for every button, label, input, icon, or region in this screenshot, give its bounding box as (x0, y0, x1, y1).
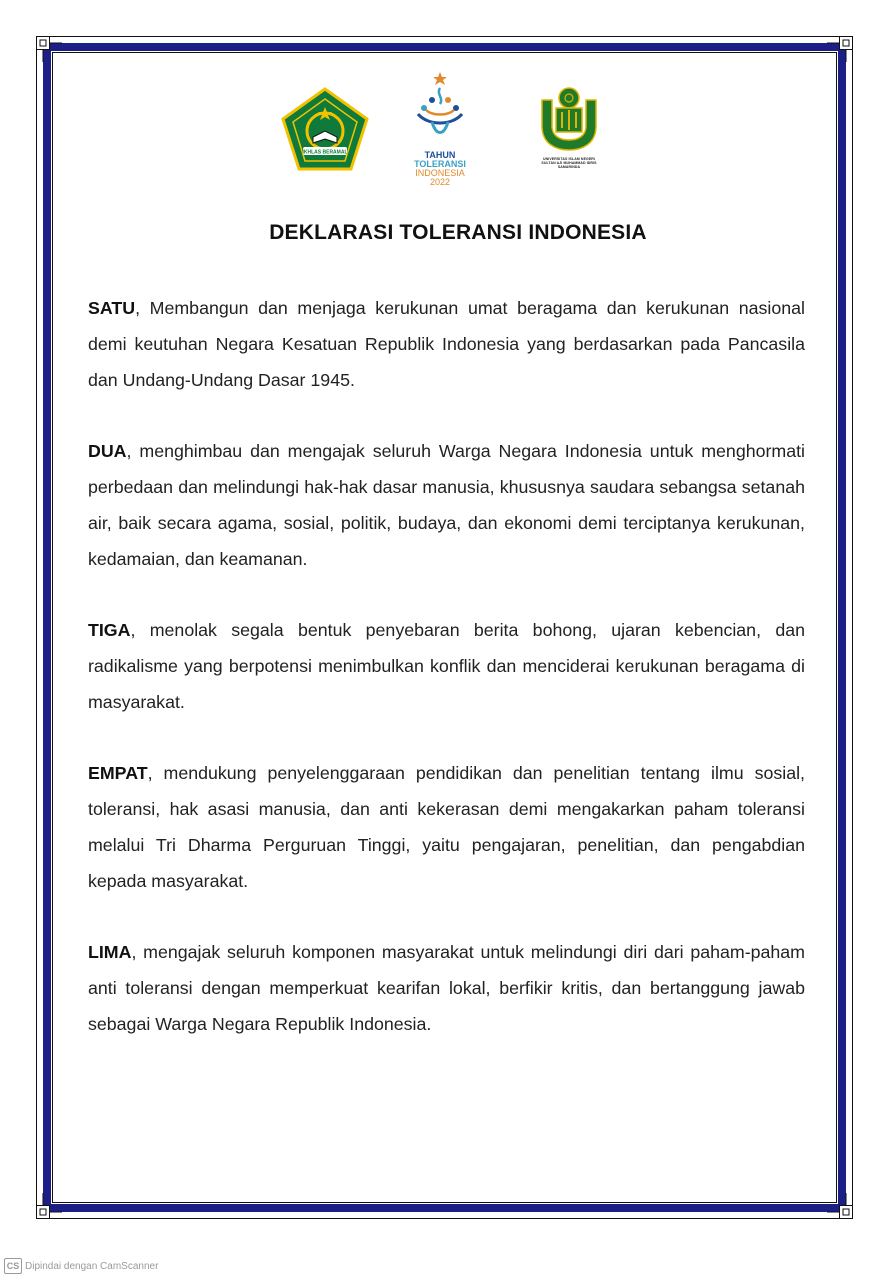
declaration-text: , menolak segala bentuk penyebaran berita bohong, ujaran kebencian, dan radikalisme yang berpotensi menimbulkan konflik dan menciderai kerukunan beragama di masyarakat. (88, 620, 805, 712)
tahun-toleransi-emblem-icon (410, 70, 470, 144)
declaration-lead: TIGA (88, 620, 131, 640)
uinsi-logo (532, 86, 606, 169)
declaration-text: , menghimbau dan mengajak seluruh Warga Negara Indonesia untuk menghormati perbedaan dan melindungi hak-hak dasar manusia, khususnya saudara sebangsa setanah air, baik secara agama, sosial, politik, budaya, dan ekonomi demi terciptanya kerukunan, kedamaian, dan keamanan. (88, 441, 805, 569)
corner-ornament-icon (36, 1193, 62, 1219)
camscanner-icon: CS (4, 1258, 22, 1274)
declaration-text: , Membangun dan menjaga kerukunan umat beragama dan kerukunan nasional demi keutuhan Negara Kesatuan Republik Indonesia yang berdasarkan pada Pancasila dan Undang-Undang Dasar 1945. (88, 298, 805, 390)
corner-ornament-icon (827, 1193, 853, 1219)
declaration-text: , mengajak seluruh komponen masyarakat untuk melindungi diri dari paham-paham anti toleransi dengan memperkuat kearifan lokal, berfikir kritis, dan bertanggung jawab sebagai Warga Negara Republik Indonesia. (88, 942, 805, 1034)
indonesia-label: INDONESIA (415, 168, 465, 178)
uinsi-name-line3: SAMARINDA (557, 165, 581, 169)
header-logos (0, 70, 888, 190)
svg-text:IKHLAS BERAMAL: IKHLAS BERAMAL (302, 149, 348, 156)
declaration-item-lima (88, 934, 805, 1042)
declaration-lead: LIMA (88, 942, 132, 962)
tahun-label: TAHUN (424, 150, 456, 160)
corner-ornament-icon (36, 36, 62, 62)
toleransi-label: TOLERANSI (414, 159, 466, 169)
corner-ornament-icon (827, 36, 853, 62)
declaration-item-tiga (88, 612, 805, 720)
declaration-item-satu (88, 290, 805, 398)
declaration-lead: DUA (88, 441, 127, 461)
camscanner-watermark (4, 1257, 158, 1275)
uinsi-emblem-icon (536, 86, 602, 152)
declaration-lead: EMPAT (88, 763, 148, 783)
uinsi-name-line2: SULTAN AJI MUHAMMAD IDRIS (541, 161, 597, 165)
declaration-item-empat (88, 755, 805, 899)
declaration-list (88, 290, 805, 1077)
declaration-lead: SATU (88, 298, 136, 318)
declaration-item-dua (88, 433, 805, 577)
kemenag-logo-icon (281, 87, 369, 176)
declaration-text: , mendukung penyelenggaraan pendidikan dan penelitian tentang ilmu sosial, toleransi, hak asasi manusia, dan anti kekerasan demi mengakarkan paham toleransi melalui Tri Dharma Perguruan Tinggi, yaitu pengajaran, penelitian, dan pengabdian kepada masyarakat. (88, 763, 805, 891)
camscanner-text: Dipindai dengan CamScanner (25, 1260, 159, 1272)
year-label: 2022 (429, 177, 451, 187)
uinsi-name-line1: UNIVERSITAS ISLAM NEGERI (543, 157, 595, 161)
tahun-toleransi-logo (408, 70, 472, 187)
document-title: DEKLARASI TOLERANSI INDONESIA (269, 221, 647, 244)
